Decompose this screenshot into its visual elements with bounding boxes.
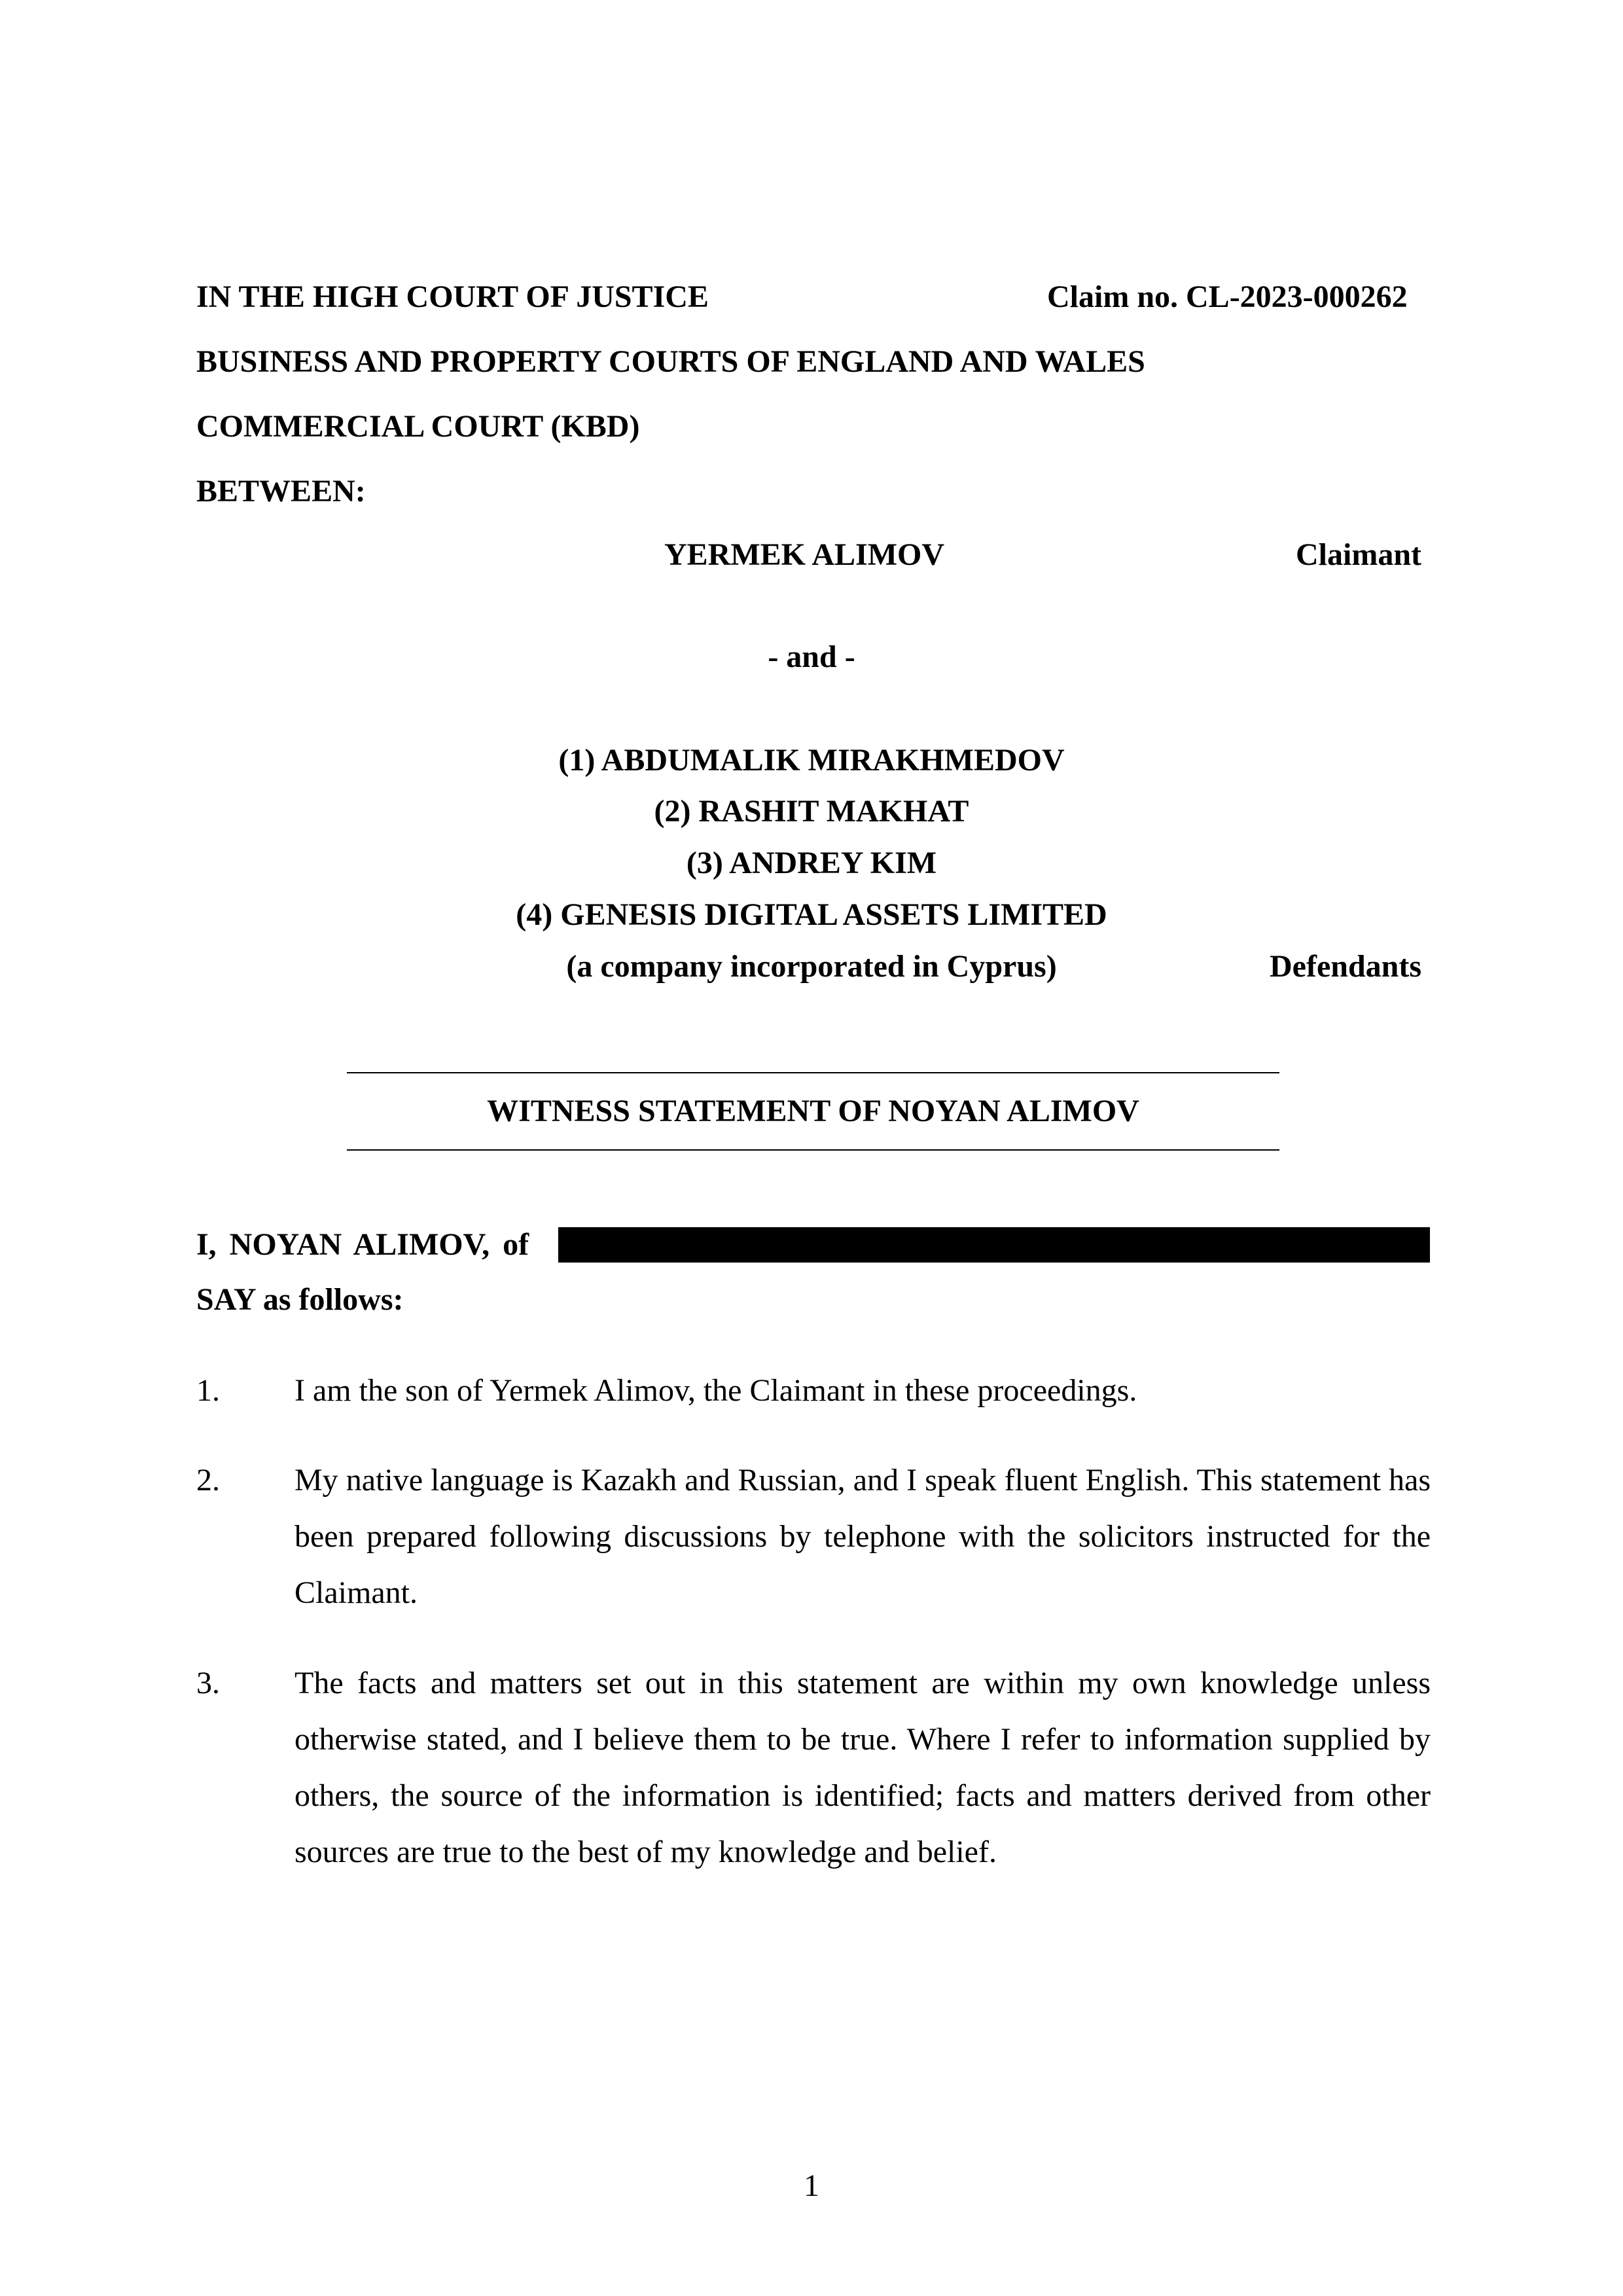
court-list-line: COMMERCIAL COURT (KBD) xyxy=(196,409,640,444)
intro-line: I, NOYAN ALIMOV, of xyxy=(196,1227,529,1262)
defendant-3: (3) ANDREY KIM xyxy=(686,846,937,880)
paragraph-2-text: My native language is Kazakh and Russian, and I speak fluent English. This statement has been prepared following discussions by telephone with the solicitors instructed for the Claimant. xyxy=(294,1463,1431,1610)
document-title: WITNESS STATEMENT OF NOYAN ALIMOV xyxy=(487,1094,1139,1128)
claim-number: Claim no. CL-2023-000262 xyxy=(1047,279,1408,314)
defendant-1: (1) ABDUMALIK MIRAKHMEDOV xyxy=(558,743,1065,778)
paragraph-2-number: 2. xyxy=(196,1463,220,1498)
between-label: BETWEEN: xyxy=(196,474,366,509)
title-rule-top xyxy=(347,1072,1279,1073)
title-rule-bottom xyxy=(347,1149,1279,1151)
court-division-line: BUSINESS AND PROPERTY COURTS OF ENGLAND AND WALES xyxy=(196,344,1145,379)
paragraph-3-number: 3. xyxy=(196,1666,220,1700)
claimant-name: YERMEK ALIMOV xyxy=(664,537,945,572)
redaction-bar xyxy=(558,1227,1430,1263)
defendant-4: (4) GENESIS DIGITAL ASSETS LIMITED xyxy=(516,897,1107,932)
paragraph-1-number: 1. xyxy=(196,1373,220,1408)
defendant-note: (a company incorporated in Cyprus) xyxy=(566,949,1057,984)
paragraph-3-text: The facts and matters set out in this statement are within my own knowledge unless otherwise stated, and I believe them to be true. Where I refer to information supplied by others, the source of the information is identified; facts and matters derived from other sources are true to the best of my knowledge and belief. xyxy=(294,1666,1431,1869)
court-name-line: IN THE HIGH COURT OF JUSTICE xyxy=(196,279,709,314)
defendant-2: (2) RASHIT MAKHAT xyxy=(654,794,969,829)
paragraph-1-text: I am the son of Yermek Alimov, the Claimant in these proceedings. xyxy=(294,1373,1137,1408)
page-number: 1 xyxy=(804,2168,819,2203)
defendants-role: Defendants xyxy=(1270,949,1422,984)
claimant-role: Claimant xyxy=(1296,537,1421,572)
and-separator: - and - xyxy=(768,639,855,674)
say-as-follows: SAY as follows: xyxy=(196,1282,404,1317)
